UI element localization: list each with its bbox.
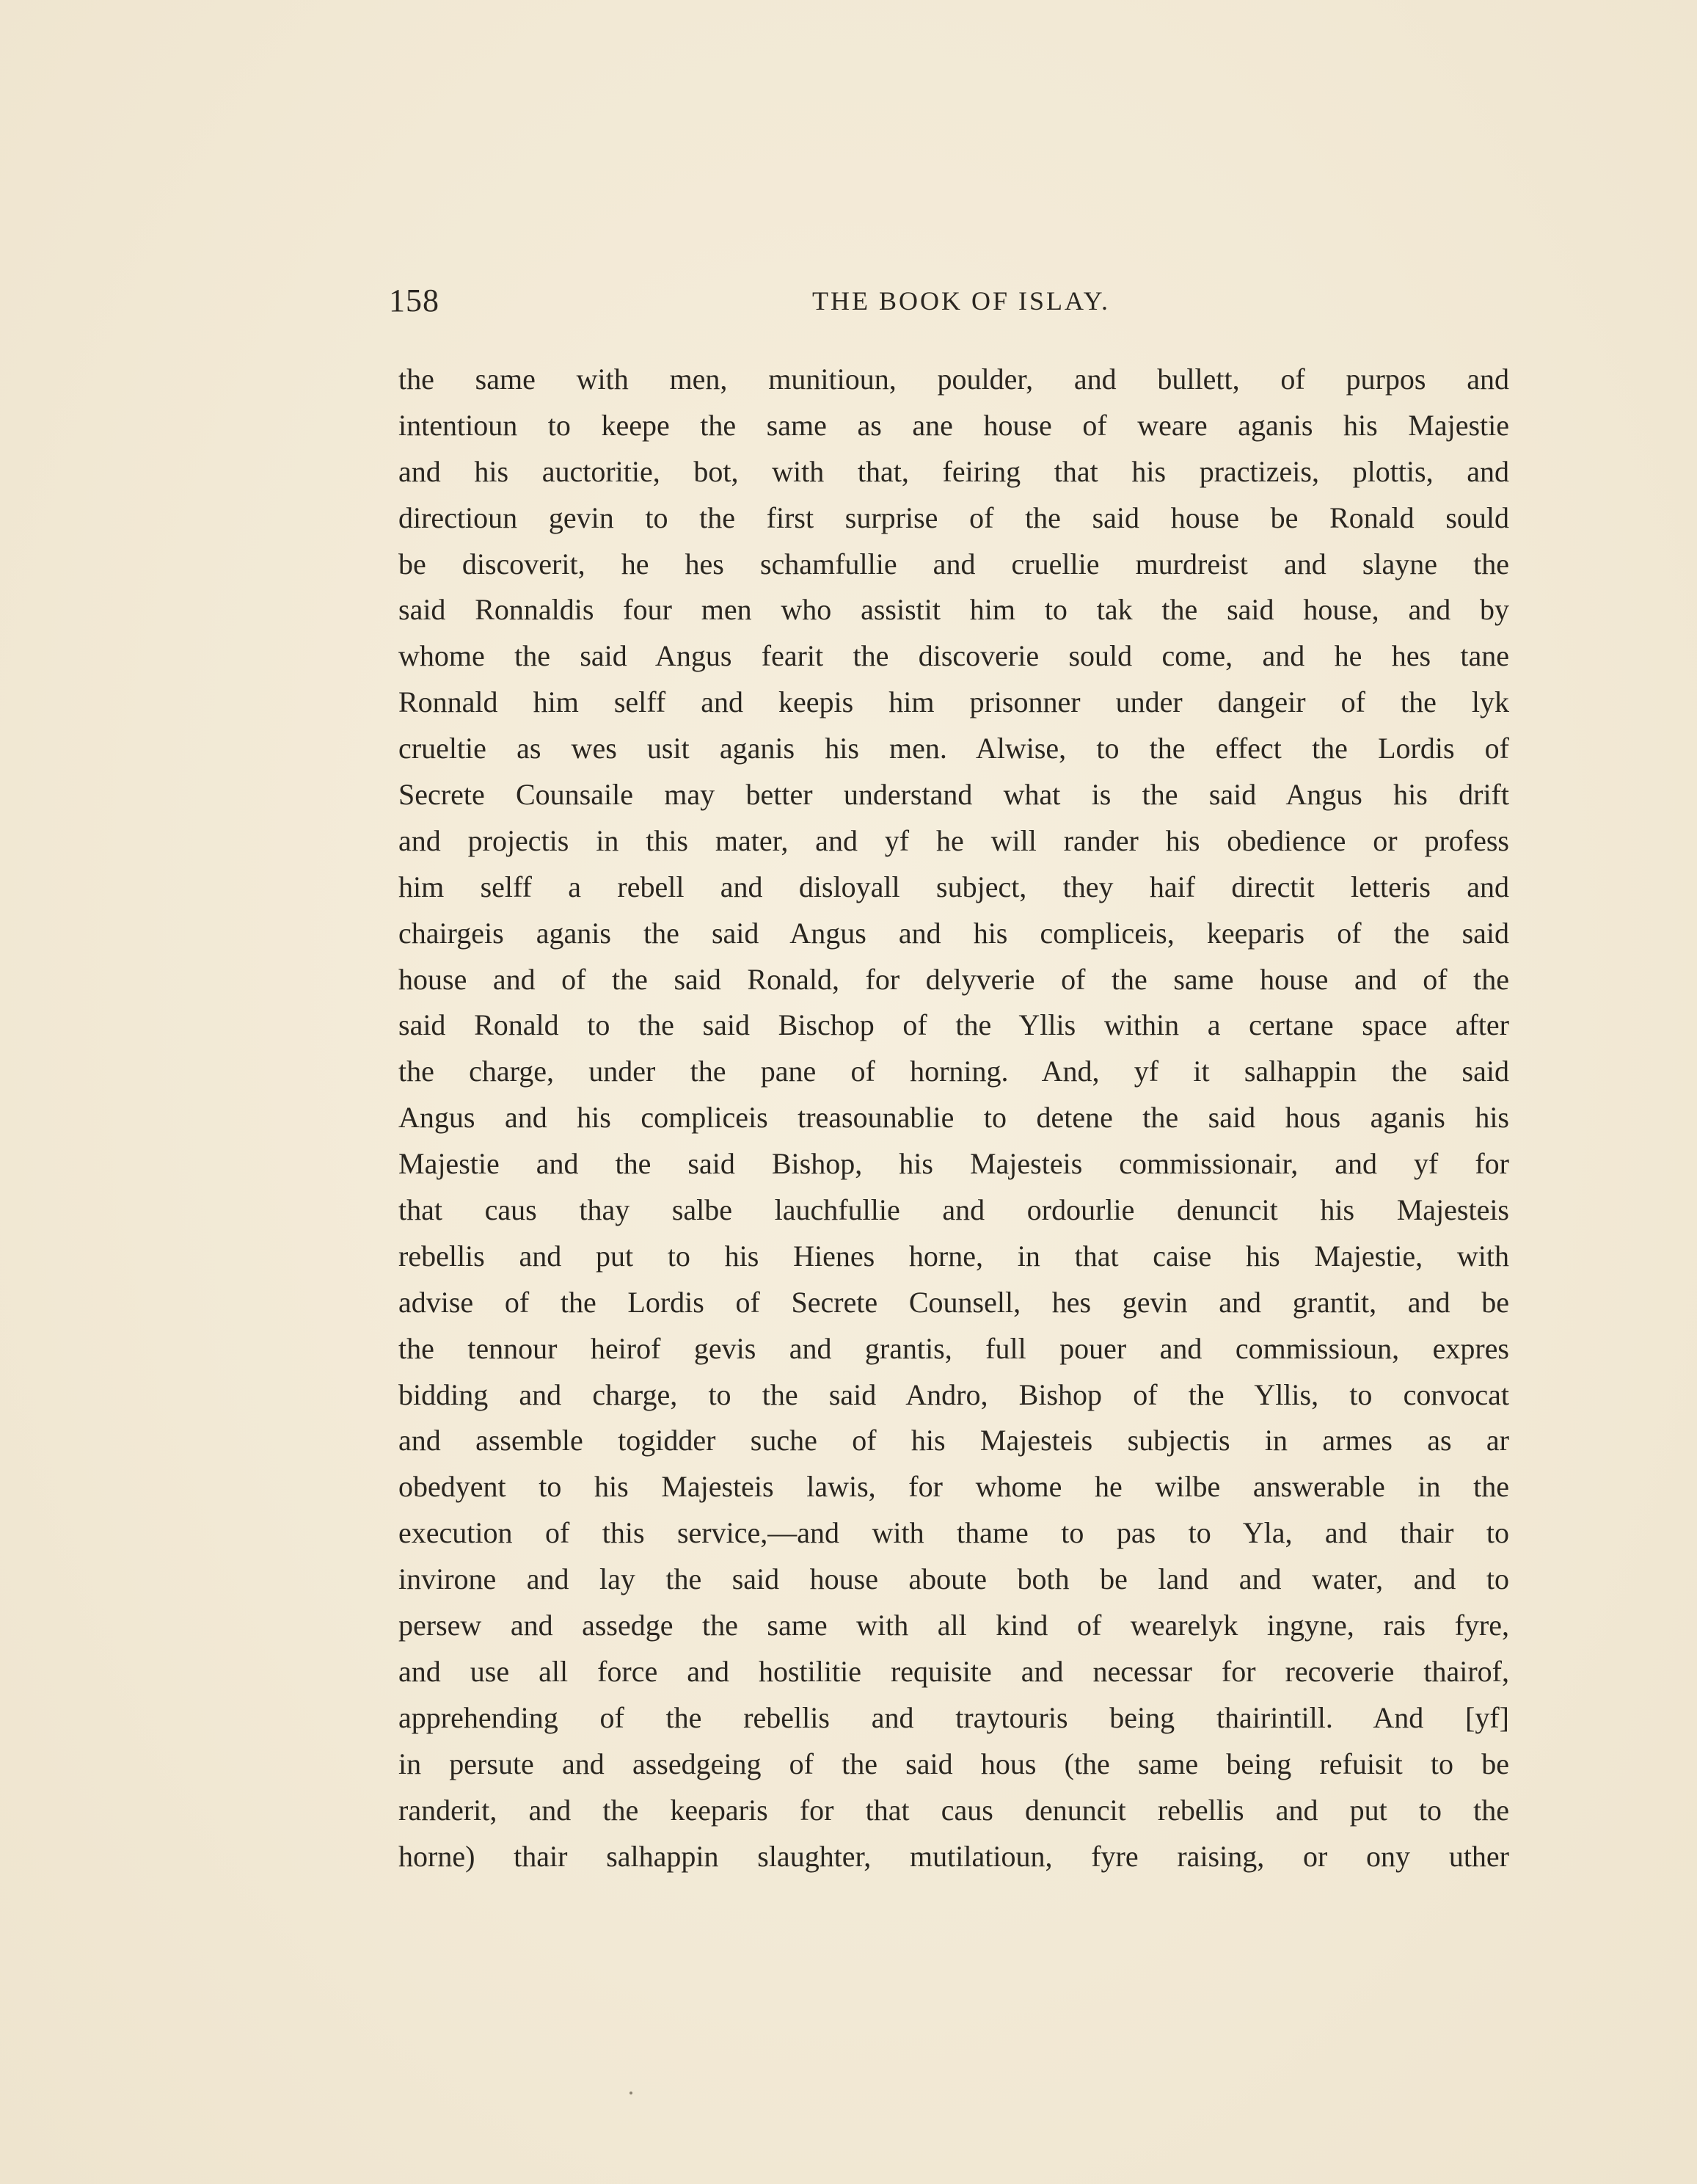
text-line-content: horne) thair salhappin slaughter, mutilatioun, fyre raising, or ony uther <box>398 1839 1509 1873</box>
text-line <box>398 495 1509 542</box>
running-title: THE BOOK OF ISLAY. <box>811 286 1111 316</box>
text-line-content: obedyent to his Majesteis lawis, for whome he wilbe answerable in the <box>398 1470 1509 1504</box>
text-line-content: rebellis and put to his Hienes horne, in that caise his Majestie, with <box>398 1239 1509 1273</box>
paper-speck <box>629 2092 632 2094</box>
body-text <box>398 357 1509 1879</box>
text-line <box>398 818 1509 864</box>
text-line <box>398 726 1509 772</box>
text-line <box>398 403 1509 449</box>
text-line <box>398 864 1509 911</box>
text-line <box>398 1741 1509 1788</box>
text-line-content: intentioun to keepe the same as ane house of weare aganis his Majestie <box>398 408 1509 442</box>
text-line-content: Angus and his compliceis treasounablie to detene the said hous aganis his <box>398 1101 1509 1135</box>
text-line-content: and projectis in this mater, and yf he will rander his obedience or profess <box>398 823 1509 857</box>
text-line <box>398 1695 1509 1741</box>
text-line-content: Ronnald him selff and keepis him prisonner under dangeir of the lyk <box>398 685 1509 719</box>
text-line-content: be discoverit, he hes schamfullie and cruellie murdreist and slayne the <box>398 547 1509 580</box>
text-line <box>398 680 1509 726</box>
text-line-content: persew and assedge the same with all kind of wearelyk ingyne, rais fyre, <box>398 1609 1509 1642</box>
text-line-content: advise of the Lordis of Secrete Counsell, hes gevin and grantit, and be <box>398 1285 1509 1319</box>
text-line-content: the charge, under the pane of horning. And, yf it salhappin the said <box>398 1055 1509 1088</box>
text-line-content: invirone and lay the said house aboute both be land and water, and to <box>398 1562 1509 1596</box>
text-line-content: chairgeis aganis the said Angus and his compliceis, keeparis of the said <box>398 916 1509 950</box>
text-line <box>398 542 1509 588</box>
text-line-content: house and of the said Ronald, for delyverie of the same house and of the <box>398 962 1509 996</box>
text-line-content: randerit, and the keeparis for that caus denuncit rebellis and put to the <box>398 1793 1509 1827</box>
text-line <box>398 772 1509 818</box>
text-line-content: apprehending of the rebellis and traytouris being thairintill. And [yf] <box>398 1700 1509 1734</box>
text-line <box>398 1557 1509 1603</box>
text-line <box>398 1049 1509 1095</box>
text-line-content: whome the said Angus fearit the discoverie sould come, and he hes tane <box>398 639 1509 673</box>
text-line <box>398 633 1509 680</box>
text-line-content: Secrete Counsaile may better understand what is the said Angus his drift <box>398 778 1509 812</box>
text-line <box>398 1002 1509 1049</box>
text-line-content: said Ronnaldis four men who assistit him to tak the said house, and by <box>398 593 1509 627</box>
text-line-content: the same with men, munitioun, poulder, and bullett, of purpos and <box>398 363 1509 396</box>
text-line-content: that caus thay salbe lauchfullie and ordourlie denuncit his Majesteis <box>398 1193 1509 1227</box>
text-line <box>398 1464 1509 1510</box>
text-line <box>398 1095 1509 1141</box>
text-line <box>398 1234 1509 1280</box>
text-line <box>398 1510 1509 1557</box>
text-line-content: execution of this service,—and with thame to pas to Yla, and thair to <box>398 1516 1509 1550</box>
text-line-content: in persute and assedgeing of the said hous (the same being refuisit to be <box>398 1747 1509 1780</box>
text-line-content: and use all force and hostilitie requisite and necessar for recoverie thairof, <box>398 1654 1509 1688</box>
text-line-content: him selff a rebell and disloyall subject, they haif directit letteris and <box>398 870 1509 903</box>
text-line-content: said Ronald to the said Bischop of the Yllis within a certane space after <box>398 1008 1509 1042</box>
text-line <box>398 957 1509 1003</box>
running-head <box>389 279 1511 323</box>
text-line-content: bidding and charge, to the said Andro, Bishop of the Yllis, to convocat <box>398 1377 1509 1411</box>
text-line <box>398 587 1509 633</box>
text-line <box>398 1834 1509 1880</box>
text-line <box>398 449 1509 495</box>
page-number: 158 <box>389 283 439 318</box>
text-line-content: and his auctoritie, bot, with that, feiring that his practizeis, plottis, and <box>398 454 1509 488</box>
text-line <box>398 1372 1509 1419</box>
text-line <box>398 1649 1509 1695</box>
text-line <box>398 911 1509 957</box>
text-line-content: Majestie and the said Bishop, his Majesteis commissionair, and yf for <box>398 1147 1509 1181</box>
text-line <box>398 1603 1509 1649</box>
text-line-content: crueltie as wes usit aganis his men. Alwise, to the effect the Lordis of <box>398 732 1509 765</box>
text-line-content: the tennour heirof gevis and grantis, full pouer and commissioun, expres <box>398 1331 1509 1365</box>
text-line <box>398 1187 1509 1234</box>
text-line <box>398 1326 1509 1372</box>
text-line <box>398 1418 1509 1464</box>
text-line <box>398 1141 1509 1187</box>
text-line <box>398 1788 1509 1834</box>
text-line-content: directioun gevin to the first surprise of the said house be Ronald sould <box>398 500 1509 534</box>
text-line <box>398 1280 1509 1326</box>
text-line <box>398 357 1509 403</box>
text-line-content: and assemble togidder suche of his Majesteis subjectis in armes as ar <box>398 1424 1509 1457</box>
